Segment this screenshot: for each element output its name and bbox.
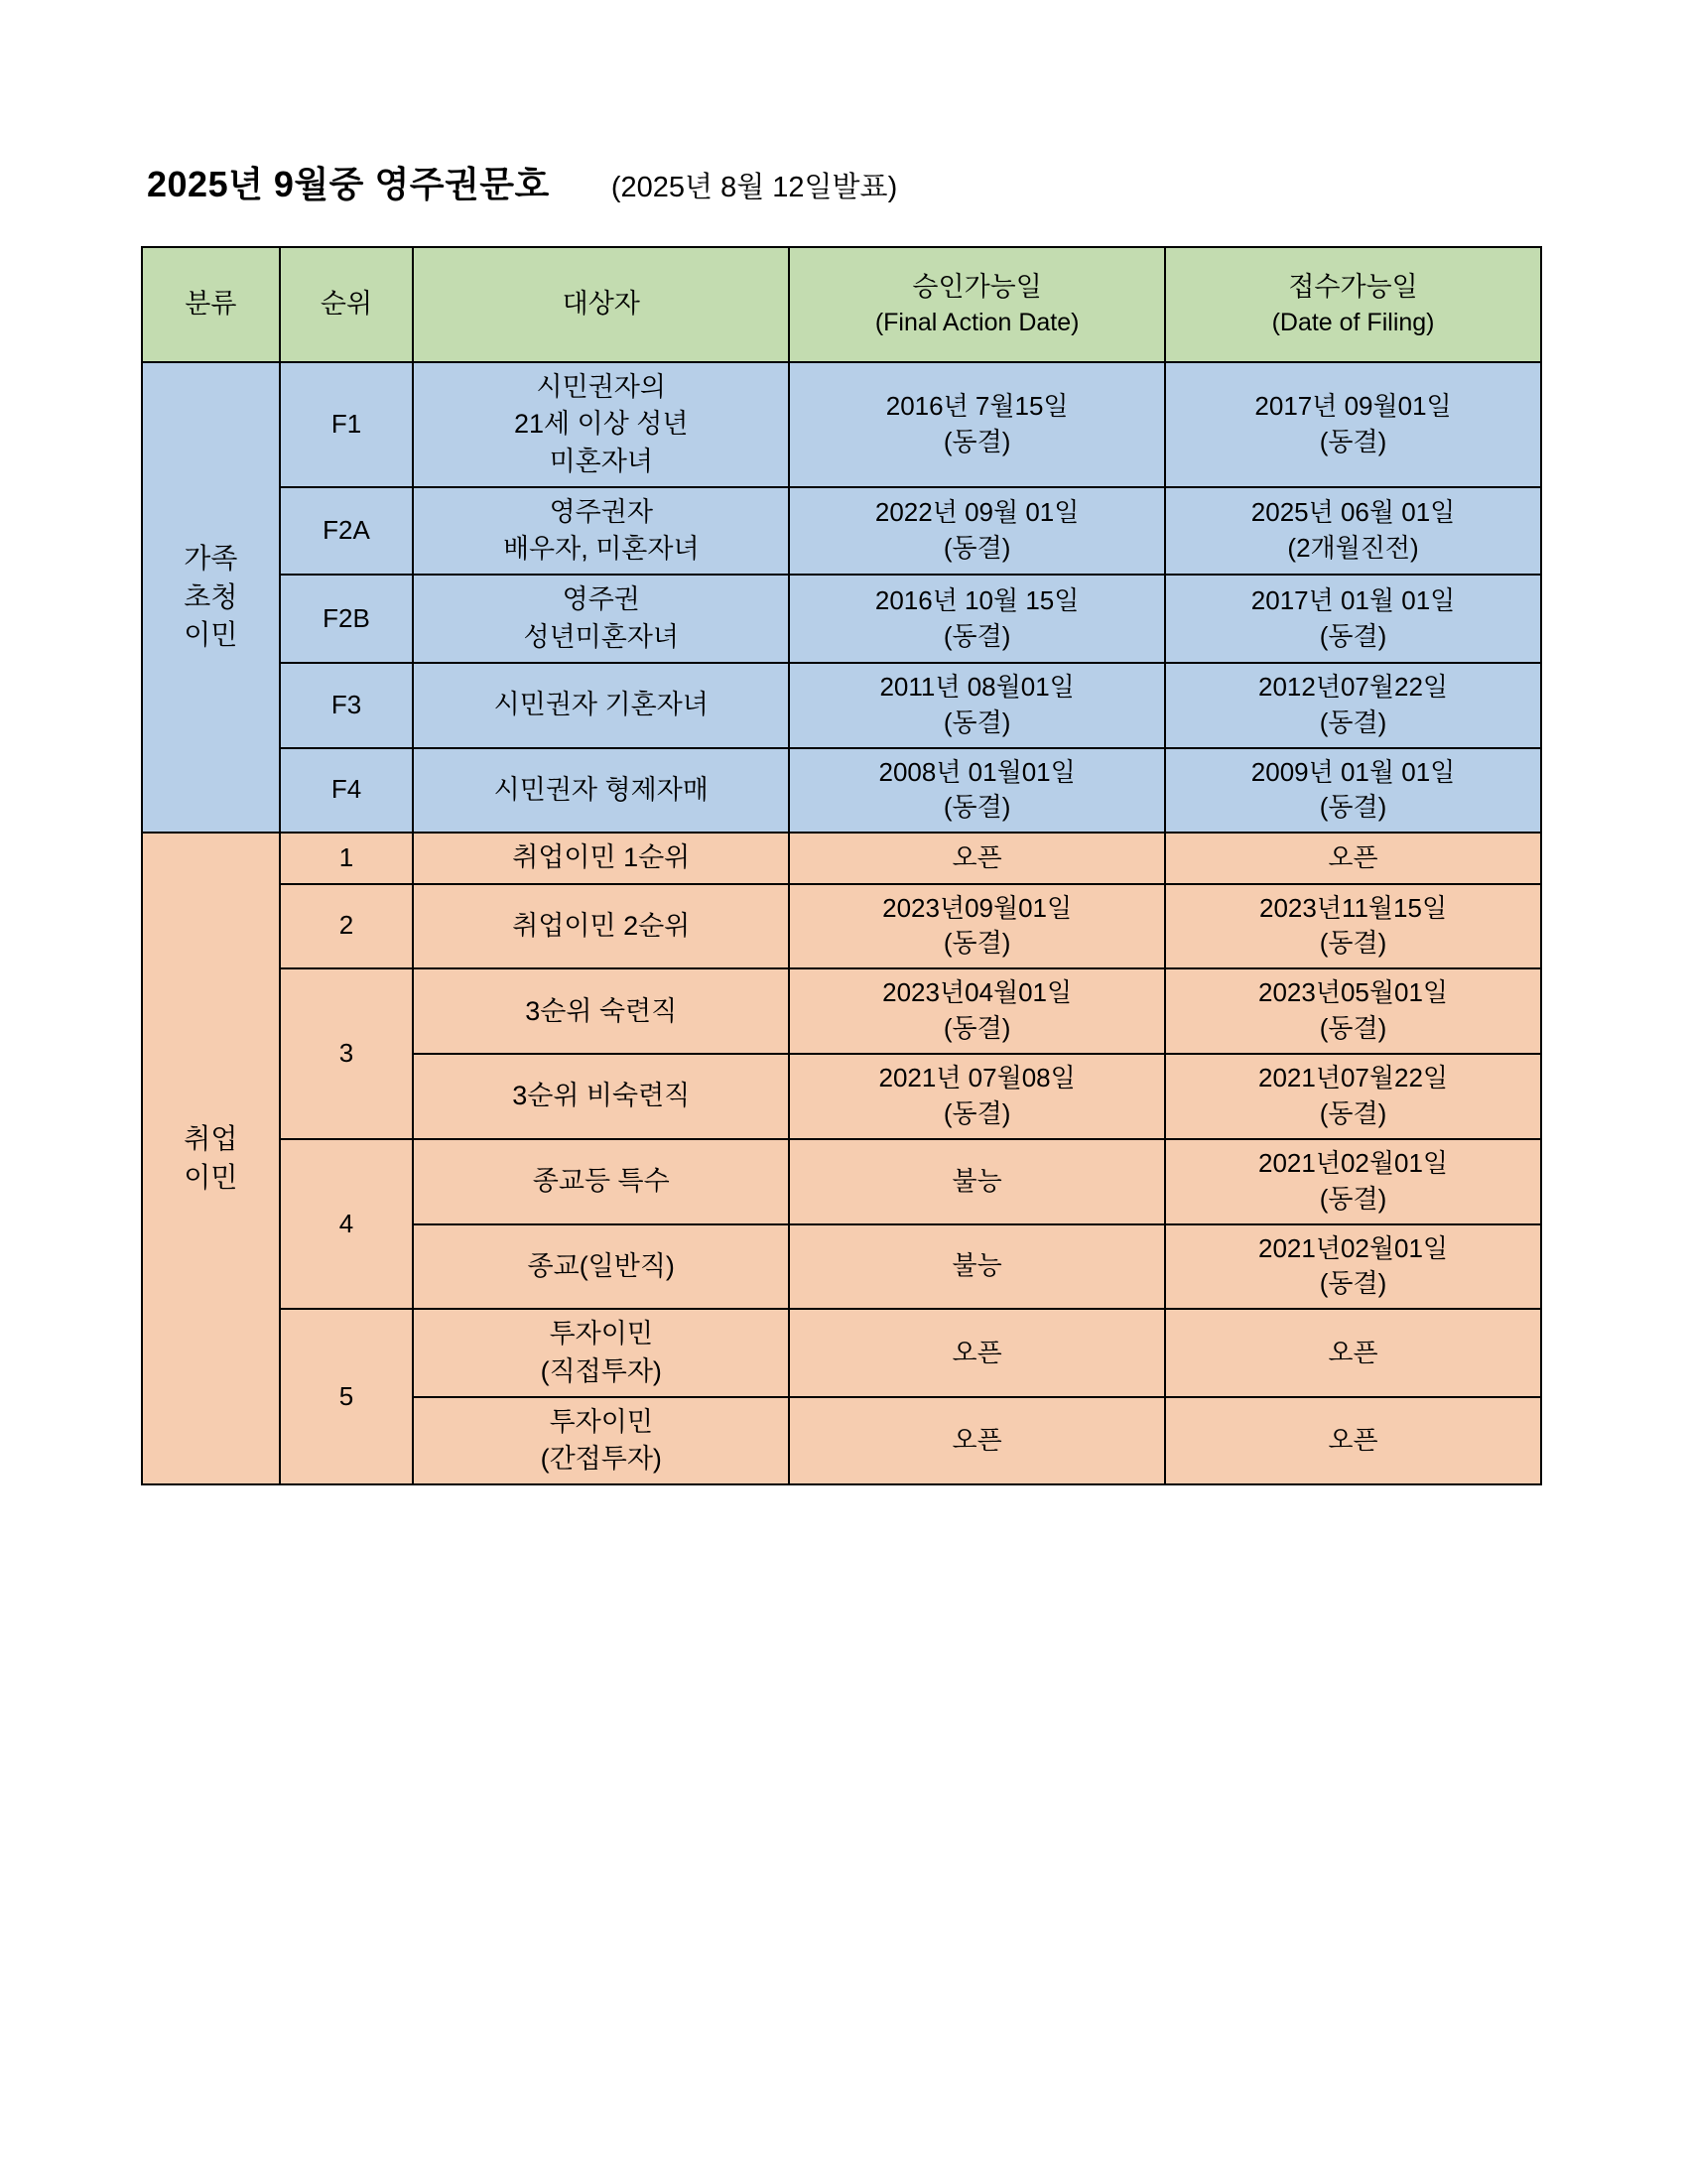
date-note: (동결) [1319, 620, 1387, 651]
date-note: (동결) [1319, 1097, 1387, 1128]
final-action-date-cell [789, 1309, 1165, 1397]
table-row [142, 487, 1541, 576]
target-line: 투자이민 [549, 1319, 653, 1349]
final-action-date-cell [789, 663, 1165, 748]
date-note: (동결) [943, 792, 1011, 823]
target-line: 시민권자 기혼자녀 [493, 690, 709, 719]
header-target: 대상자 [413, 247, 789, 362]
table-row [142, 575, 1541, 663]
document-title-row [147, 157, 897, 207]
date-note: (동결) [943, 928, 1011, 959]
target-line: (간접투자) [540, 1444, 662, 1474]
target-cell [413, 487, 789, 576]
preference-cell: 1 [280, 833, 414, 883]
final-action-date-cell [789, 748, 1165, 834]
date-line: 2009년 01월 01일 [1250, 756, 1456, 787]
target-cell [413, 1397, 789, 1485]
header-date-of-filing-en: (Date of Filing) [1271, 309, 1435, 337]
final-action-date-cell [789, 833, 1165, 883]
header-final-action-date [789, 247, 1165, 362]
preference-cell: 2 [280, 884, 414, 969]
date-line: 2023년11월15일 [1258, 892, 1448, 923]
date-note: (동결) [1319, 928, 1387, 959]
date-note: (동결) [943, 533, 1011, 563]
table-body [142, 362, 1541, 1484]
date-line: 2012년07월22일 [1258, 671, 1449, 702]
category-line: 이민 [184, 619, 238, 651]
target-line: 시민권자의 [536, 372, 666, 402]
category-line: 가족 [184, 543, 238, 575]
date-of-filing-cell [1165, 1224, 1541, 1310]
date-of-filing-cell [1165, 1139, 1541, 1224]
final-action-date-cell [789, 1397, 1165, 1485]
date-line: 오픈 [1328, 1337, 1378, 1367]
table-row [142, 1139, 1541, 1224]
target-cell [413, 663, 789, 748]
date-of-filing-cell [1165, 1397, 1541, 1485]
table-row [142, 748, 1541, 834]
final-action-date-cell [789, 575, 1165, 663]
date-of-filing-cell [1165, 884, 1541, 969]
date-note: (동결) [1319, 1183, 1387, 1214]
date-of-filing-cell [1165, 833, 1541, 883]
target-cell [413, 362, 789, 487]
date-of-filing-cell [1165, 663, 1541, 748]
target-line: 21세 이상 성년 [514, 409, 689, 440]
table-row [142, 1309, 1541, 1397]
target-line: 투자이민 [549, 1406, 653, 1437]
date-line: 2023년09월01일 [882, 892, 1073, 923]
table-header [142, 247, 1541, 362]
table-row [142, 833, 1541, 883]
date-line: 불능 [952, 1250, 1002, 1281]
date-note: (동결) [1319, 426, 1387, 456]
header-date-of-filing [1165, 247, 1541, 362]
date-note: (2개월진전) [1287, 533, 1419, 563]
target-cell [413, 1309, 789, 1397]
date-note: (동결) [1319, 792, 1387, 823]
table-row [142, 663, 1541, 748]
target-line: 3순위 비숙련직 [512, 1081, 691, 1111]
preference-cell: F4 [280, 748, 414, 834]
header-final-action-date-en: (Final Action Date) [874, 309, 1080, 337]
date-line: 오픈 [952, 841, 1002, 872]
date-line: 2023년04월01일 [882, 977, 1073, 1008]
preference-cell: F2A [280, 487, 414, 576]
target-line: 배우자, 미혼자녀 [502, 534, 700, 564]
final-action-date-cell [789, 968, 1165, 1054]
table-row [142, 968, 1541, 1054]
preference-cell: 3 [280, 968, 414, 1139]
final-action-date-cell [789, 1224, 1165, 1310]
date-of-filing-cell [1165, 362, 1541, 487]
date-note: (동결) [943, 1097, 1011, 1128]
preference-cell: 4 [280, 1139, 414, 1310]
date-note: (동결) [943, 1013, 1011, 1044]
target-line: 취업이민 1순위 [512, 842, 691, 873]
date-note: (동결) [1319, 1268, 1387, 1299]
target-line: 3순위 숙련직 [525, 995, 678, 1026]
final-action-date-cell [789, 884, 1165, 969]
target-line: 종교등 특수 [532, 1166, 670, 1196]
target-line: (직접투자) [540, 1355, 662, 1386]
target-cell [413, 968, 789, 1054]
date-of-filing-cell [1165, 968, 1541, 1054]
date-note: (동결) [943, 707, 1011, 737]
target-cell [413, 748, 789, 834]
date-line: 불능 [952, 1165, 1002, 1196]
date-of-filing-cell [1165, 1309, 1541, 1397]
target-cell [413, 1224, 789, 1310]
target-line: 영주권자 [549, 496, 653, 527]
target-cell [413, 1054, 789, 1139]
date-note: (동결) [1319, 1013, 1387, 1044]
date-line: 2016년 7월15일 [885, 391, 1069, 421]
publication-date: (2025년 8월 12일발표) [610, 172, 898, 203]
final-action-date-cell [789, 362, 1165, 487]
date-line: 2021년02월01일 [1258, 1147, 1449, 1178]
table-header-row [142, 247, 1541, 362]
date-of-filing-cell [1165, 748, 1541, 834]
category-cell-employment [142, 833, 280, 1484]
visa-bulletin-table [141, 246, 1542, 1485]
date-line: 2016년 10월 15일 [874, 584, 1080, 615]
category-line: 취업 [184, 1123, 238, 1155]
date-line: 2022년 09월 01일 [874, 497, 1080, 528]
date-line: 2011년 08월01일 [879, 671, 1075, 702]
preference-cell: 5 [280, 1309, 414, 1484]
target-line: 종교(일반직) [527, 1250, 675, 1281]
date-line: 2021년07월22일 [1258, 1063, 1449, 1092]
date-line: 오픈 [1328, 1425, 1378, 1456]
date-line: 오픈 [952, 1425, 1002, 1456]
final-action-date-cell [789, 487, 1165, 576]
date-of-filing-cell [1165, 1054, 1541, 1139]
target-line: 영주권 [562, 584, 640, 615]
header-final-action-date-ko: 승인가능일 [912, 272, 1042, 303]
preference-cell: F3 [280, 663, 414, 748]
date-of-filing-cell [1165, 575, 1541, 663]
final-action-date-cell [789, 1139, 1165, 1224]
final-action-date-cell [789, 1054, 1165, 1139]
date-note: (동결) [943, 426, 1011, 456]
category-cell-family [142, 362, 280, 833]
date-line: 2008년 01월01일 [878, 756, 1076, 787]
header-category: 분류 [142, 247, 280, 362]
date-line: 2021년 07월08일 [878, 1063, 1076, 1092]
table-row [142, 884, 1541, 969]
category-line: 초청 [184, 580, 238, 612]
page-title: 2025년 9월중 영주권문호 [147, 164, 550, 204]
target-line: 미혼자녀 [549, 446, 653, 476]
header-preference: 순위 [280, 247, 414, 362]
target-cell [413, 575, 789, 663]
target-line: 시민권자 형제자매 [493, 774, 709, 805]
date-line: 오픈 [952, 1337, 1002, 1367]
date-line: 2025년 06월 01일 [1250, 497, 1456, 528]
category-line: 이민 [184, 1161, 238, 1193]
date-line: 2023년05월01일 [1258, 977, 1449, 1008]
date-line: 2017년 01월 01일 [1250, 584, 1456, 615]
target-line: 취업이민 2순위 [512, 910, 691, 941]
date-of-filing-cell [1165, 487, 1541, 576]
preference-cell: F2B [280, 575, 414, 663]
preference-cell: F1 [280, 362, 414, 487]
table-row [142, 362, 1541, 487]
header-date-of-filing-ko: 접수가능일 [1288, 272, 1418, 303]
target-line: 성년미혼자녀 [523, 621, 679, 652]
date-line: 2021년02월01일 [1258, 1232, 1449, 1263]
date-line: 오픈 [1328, 841, 1378, 872]
date-note: (동결) [1319, 707, 1387, 737]
target-cell [413, 1139, 789, 1224]
target-cell [413, 833, 789, 883]
target-cell [413, 884, 789, 969]
date-line: 2017년 09월01일 [1254, 391, 1452, 421]
date-note: (동결) [943, 620, 1011, 651]
